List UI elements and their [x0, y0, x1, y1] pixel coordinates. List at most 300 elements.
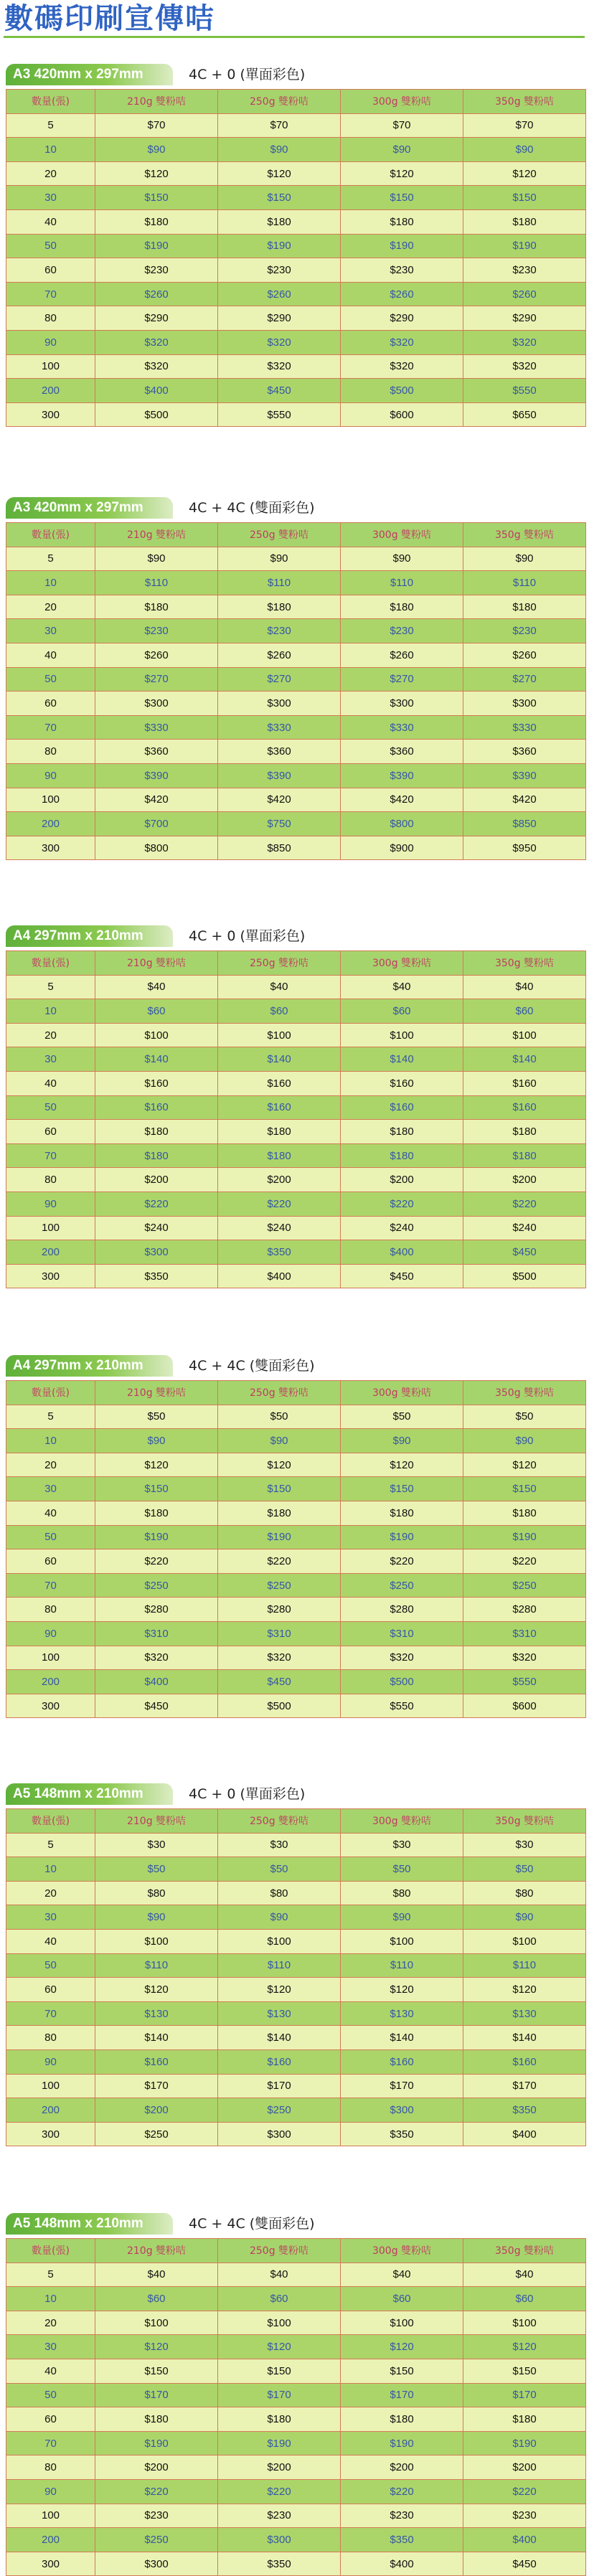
price-cell: $130 [463, 2001, 586, 2026]
price-cell: $160 [341, 1071, 463, 1095]
table-row [6, 2263, 586, 2287]
price-cell: $150 [341, 2359, 463, 2383]
quantity-cell: 60 [6, 2407, 95, 2432]
quantity-cell: 100 [6, 2504, 95, 2528]
price-cell: $100 [463, 1023, 586, 1047]
table-row [6, 1405, 586, 1429]
paper-column-header: 210g 雙粉咭 [95, 1809, 218, 1834]
paper-column-header: 300g 雙粉咭 [341, 1381, 463, 1405]
price-cell: $180 [218, 595, 341, 619]
price-cell: $180 [218, 1120, 341, 1144]
price-cell: $320 [463, 1646, 586, 1670]
price-section [6, 1780, 585, 2146]
price-cell: $70 [463, 113, 586, 138]
quantity-cell: 100 [6, 1646, 95, 1670]
price-cell: $90 [463, 1905, 586, 1930]
quantity-cell: 300 [6, 1694, 95, 1718]
quantity-cell: 100 [6, 1216, 95, 1240]
price-cell: $160 [341, 1095, 463, 1120]
price-cell: $90 [95, 1905, 218, 1930]
price-cell: $70 [95, 113, 218, 138]
price-cell: $420 [218, 788, 341, 812]
quantity-cell: 20 [6, 161, 95, 186]
quantity-cell: 300 [6, 836, 95, 860]
table-row [6, 161, 586, 186]
section-header [6, 1351, 585, 1380]
table-row [6, 2528, 586, 2552]
price-cell: $420 [463, 788, 586, 812]
quantity-cell: 200 [6, 379, 95, 403]
price-cell: $120 [463, 161, 586, 186]
price-cell: $170 [341, 2074, 463, 2098]
price-cell: $320 [95, 354, 218, 379]
price-cell: $190 [463, 1525, 586, 1549]
price-cell: $160 [463, 1095, 586, 1120]
size-tab: A3 420mm x 297mm [6, 497, 173, 519]
price-cell: $200 [95, 1168, 218, 1192]
price-cell: $100 [341, 1023, 463, 1047]
quantity-cell: 60 [6, 692, 95, 716]
price-cell: $40 [95, 2263, 218, 2287]
table-row [6, 2122, 586, 2146]
price-cell: $120 [341, 161, 463, 186]
table-row [6, 2479, 586, 2504]
table-row [6, 330, 586, 354]
price-cell: $300 [341, 692, 463, 716]
quantity-cell: 90 [6, 330, 95, 354]
price-cell: $120 [341, 2335, 463, 2359]
price-cell: $350 [463, 2098, 586, 2123]
quantity-cell: 40 [6, 1929, 95, 1953]
price-cell: $180 [463, 209, 586, 234]
price-cell: $260 [218, 643, 341, 667]
quantity-cell: 30 [6, 1477, 95, 1501]
table-row [6, 1598, 586, 1622]
price-cell: $100 [218, 1929, 341, 1953]
quantity-cell: 90 [6, 2479, 95, 2504]
table-row [6, 1929, 586, 1953]
quantity-cell: 20 [6, 1023, 95, 1047]
price-cell: $180 [341, 1501, 463, 1525]
quantity-cell: 30 [6, 619, 95, 643]
paper-column-header: 210g 雙粉咭 [95, 951, 218, 976]
price-cell: $270 [341, 667, 463, 692]
price-cell: $500 [341, 1670, 463, 1694]
price-cell: $320 [341, 330, 463, 354]
price-cell: $450 [95, 1694, 218, 1718]
price-cell: $230 [463, 258, 586, 283]
table-header-row [6, 90, 586, 114]
price-cell: $240 [95, 1216, 218, 1240]
price-cell: $120 [463, 1453, 586, 1477]
table-row [6, 2504, 586, 2528]
price-cell: $190 [218, 2431, 341, 2455]
price-cell: $240 [463, 1216, 586, 1240]
price-cell: $230 [95, 619, 218, 643]
price-cell: $180 [463, 1501, 586, 1525]
print-mode-label: 4C + 0 (單面彩色) [189, 67, 306, 82]
price-cell: $450 [463, 1240, 586, 1265]
price-section [6, 60, 585, 427]
price-table [6, 2238, 586, 2576]
price-cell: $50 [218, 1405, 341, 1429]
quantity-cell: 80 [6, 1168, 95, 1192]
price-cell: $190 [341, 234, 463, 258]
price-cell: $200 [95, 2098, 218, 2123]
price-cell: $180 [95, 209, 218, 234]
quantity-cell: 80 [6, 2455, 95, 2480]
price-cell: $550 [218, 402, 341, 427]
price-cell: $180 [95, 2407, 218, 2432]
price-cell: $30 [341, 1833, 463, 1857]
table-row [6, 2359, 586, 2383]
quantity-cell: 20 [6, 2311, 95, 2335]
price-cell: $150 [463, 186, 586, 210]
price-cell: $650 [463, 402, 586, 427]
price-cell: $240 [341, 1216, 463, 1240]
price-cell: $290 [95, 306, 218, 331]
price-cell: $450 [218, 379, 341, 403]
table-row [6, 234, 586, 258]
price-cell: $50 [341, 1857, 463, 1882]
price-cell: $100 [341, 1929, 463, 1953]
size-tab: A5 148mm x 210mm [6, 1783, 173, 1805]
table-row [6, 1453, 586, 1477]
price-cell: $110 [218, 571, 341, 595]
price-cell: $330 [463, 715, 586, 740]
price-cell: $230 [95, 2504, 218, 2528]
price-cell: $300 [218, 2122, 341, 2146]
price-cell: $220 [463, 1549, 586, 1574]
price-cell: $230 [341, 258, 463, 283]
price-cell: $260 [463, 282, 586, 306]
price-cell: $190 [341, 1525, 463, 1549]
price-cell: $130 [95, 2001, 218, 2026]
price-cell: $320 [463, 330, 586, 354]
quantity-cell: 90 [6, 1192, 95, 1216]
price-cell: $90 [463, 138, 586, 162]
table-row [6, 2098, 586, 2123]
price-cell: $280 [463, 1598, 586, 1622]
price-cell: $390 [341, 763, 463, 788]
price-cell: $40 [463, 2263, 586, 2287]
price-cell: $220 [95, 1192, 218, 1216]
paper-column-header: 350g 雙粉咭 [463, 90, 586, 114]
table-row [6, 138, 586, 162]
price-cell: $220 [463, 2479, 586, 2504]
price-cell: $50 [463, 1857, 586, 1882]
price-cell: $260 [218, 282, 341, 306]
table-row [6, 2287, 586, 2311]
price-cell: $30 [463, 1833, 586, 1857]
price-cell: $110 [341, 571, 463, 595]
paper-column-header: 350g 雙粉咭 [463, 2239, 586, 2263]
price-cell: $230 [341, 619, 463, 643]
price-cell: $270 [218, 667, 341, 692]
price-cell: $150 [463, 1477, 586, 1501]
price-cell: $100 [341, 2311, 463, 2335]
price-cell: $350 [341, 2122, 463, 2146]
price-cell: $600 [341, 402, 463, 427]
price-cell: $200 [341, 1168, 463, 1192]
table-header-row [6, 523, 586, 547]
price-cell: $250 [341, 1573, 463, 1598]
price-cell: $90 [341, 138, 463, 162]
quantity-cell: 70 [6, 2001, 95, 2026]
price-cell: $190 [218, 1525, 341, 1549]
price-cell: $230 [95, 258, 218, 283]
quantity-cell: 5 [6, 975, 95, 999]
price-cell: $50 [341, 1405, 463, 1429]
price-table [6, 1380, 586, 1718]
table-row [6, 2074, 586, 2098]
price-cell: $250 [218, 2098, 341, 2123]
quantity-cell: 80 [6, 306, 95, 331]
price-cell: $50 [463, 1405, 586, 1429]
price-cell: $320 [341, 1646, 463, 1670]
price-cell: $80 [463, 1881, 586, 1905]
paper-column-header: 250g 雙粉咭 [218, 1809, 341, 1834]
table-row [6, 1168, 586, 1192]
price-cell: $320 [95, 330, 218, 354]
table-row [6, 1670, 586, 1694]
print-mode-label: 4C + 4C (雙面彩色) [189, 500, 315, 516]
paper-column-header: 300g 雙粉咭 [341, 2239, 463, 2263]
price-cell: $90 [463, 547, 586, 571]
price-cell: $320 [218, 354, 341, 379]
table-row [6, 1525, 586, 1549]
price-cell: $60 [95, 999, 218, 1024]
price-cell: $220 [218, 2479, 341, 2504]
size-tab: A3 420mm x 297mm [6, 64, 173, 85]
table-row [6, 547, 586, 571]
price-cell: $180 [95, 595, 218, 619]
quantity-cell: 50 [6, 667, 95, 692]
quantity-cell: 90 [6, 2049, 95, 2074]
price-cell: $600 [463, 1694, 586, 1718]
table-row [6, 1240, 586, 1265]
price-cell: $270 [463, 667, 586, 692]
quantity-column-header: 數量(張) [6, 951, 95, 976]
price-cell: $180 [463, 2407, 586, 2432]
quantity-cell: 50 [6, 1953, 95, 1978]
quantity-cell: 80 [6, 1598, 95, 1622]
price-cell: $180 [341, 1143, 463, 1168]
price-cell: $180 [341, 595, 463, 619]
price-cell: $40 [218, 975, 341, 999]
price-cell: $70 [341, 113, 463, 138]
quantity-cell: 60 [6, 1978, 95, 2002]
print-mode-label: 4C + 0 (單面彩色) [189, 1786, 306, 1802]
price-cell: $180 [463, 1143, 586, 1168]
quantity-cell: 10 [6, 999, 95, 1024]
price-cell: $120 [218, 1453, 341, 1477]
price-cell: $120 [218, 2335, 341, 2359]
table-row [6, 2431, 586, 2455]
table-row [6, 812, 586, 836]
paper-column-header: 350g 雙粉咭 [463, 523, 586, 547]
quantity-cell: 60 [6, 1120, 95, 1144]
price-cell: $420 [95, 788, 218, 812]
quantity-cell: 50 [6, 2383, 95, 2407]
price-cell: $260 [341, 282, 463, 306]
price-cell: $150 [218, 1477, 341, 1501]
price-cell: $220 [341, 1549, 463, 1574]
table-row [6, 595, 586, 619]
price-cell: $260 [95, 643, 218, 667]
price-cell: $310 [95, 1621, 218, 1646]
price-cell: $90 [95, 1429, 218, 1453]
price-table [6, 1808, 586, 2146]
price-cell: $100 [95, 1929, 218, 1953]
price-cell: $800 [95, 836, 218, 860]
price-cell: $80 [218, 1881, 341, 1905]
price-section [6, 922, 585, 1288]
price-cell: $100 [218, 1023, 341, 1047]
price-cell: $120 [218, 1978, 341, 2002]
price-cell: $150 [341, 1477, 463, 1501]
price-cell: $120 [95, 1978, 218, 2002]
table-row [6, 1501, 586, 1525]
table-row [6, 1978, 586, 2002]
price-cell: $150 [341, 186, 463, 210]
price-cell: $400 [95, 379, 218, 403]
quantity-cell: 40 [6, 1501, 95, 1525]
table-row [6, 1023, 586, 1047]
table-header-row [6, 2239, 586, 2263]
price-cell: $230 [341, 2504, 463, 2528]
table-row [6, 1071, 586, 1095]
table-row [6, 1621, 586, 1646]
table-row [6, 643, 586, 667]
quantity-cell: 70 [6, 715, 95, 740]
price-cell: $110 [463, 571, 586, 595]
table-row [6, 1095, 586, 1120]
price-cell: $120 [95, 161, 218, 186]
price-cell: $350 [341, 2528, 463, 2552]
quantity-cell: 5 [6, 1833, 95, 1857]
price-cell: $390 [218, 763, 341, 788]
quantity-cell: 30 [6, 1047, 95, 1072]
table-row [6, 1905, 586, 1930]
price-cell: $320 [218, 330, 341, 354]
quantity-cell: 30 [6, 1905, 95, 1930]
price-cell: $220 [341, 2479, 463, 2504]
price-cell: $170 [463, 2074, 586, 2098]
quantity-cell: 5 [6, 113, 95, 138]
price-cell: $90 [341, 1905, 463, 1930]
price-cell: $40 [463, 975, 586, 999]
section-header [6, 1780, 585, 1808]
price-cell: $850 [218, 836, 341, 860]
price-cell: $90 [95, 547, 218, 571]
price-cell: $180 [218, 1143, 341, 1168]
price-cell: $400 [341, 2552, 463, 2576]
price-cell: $400 [218, 1264, 341, 1288]
quantity-column-header: 數量(張) [6, 1809, 95, 1834]
quantity-cell: 60 [6, 258, 95, 283]
price-cell: $500 [341, 379, 463, 403]
price-cell: $950 [463, 836, 586, 860]
table-row [6, 740, 586, 764]
price-cell: $400 [463, 2528, 586, 2552]
price-cell: $110 [218, 1953, 341, 1978]
price-cell: $230 [218, 258, 341, 283]
paper-column-header: 300g 雙粉咭 [341, 90, 463, 114]
table-row [6, 2001, 586, 2026]
price-cell: $230 [218, 2504, 341, 2528]
price-cell: $50 [95, 1405, 218, 1429]
price-cell: $330 [95, 715, 218, 740]
table-row [6, 788, 586, 812]
price-cell: $220 [218, 1192, 341, 1216]
price-cell: $180 [463, 1120, 586, 1144]
quantity-cell: 60 [6, 1549, 95, 1574]
table-row [6, 836, 586, 860]
paper-column-header: 210g 雙粉咭 [95, 90, 218, 114]
price-cell: $190 [95, 1525, 218, 1549]
price-cell: $50 [218, 1857, 341, 1882]
quantity-cell: 5 [6, 2263, 95, 2287]
paper-column-header: 250g 雙粉咭 [218, 951, 341, 976]
price-cell: $350 [218, 2552, 341, 2576]
quantity-cell: 200 [6, 2528, 95, 2552]
table-row [6, 209, 586, 234]
price-section [6, 1351, 585, 1718]
paper-column-header: 300g 雙粉咭 [341, 951, 463, 976]
price-cell: $280 [95, 1598, 218, 1622]
price-cell: $120 [95, 2335, 218, 2359]
price-cell: $30 [95, 1833, 218, 1857]
price-cell: $140 [341, 2026, 463, 2050]
quantity-cell: 40 [6, 2359, 95, 2383]
price-cell: $390 [95, 763, 218, 788]
price-cell: $90 [218, 1905, 341, 1930]
quantity-cell: 30 [6, 2335, 95, 2359]
quantity-cell: 100 [6, 788, 95, 812]
price-cell: $220 [95, 1549, 218, 1574]
table-row [6, 1881, 586, 1905]
quantity-cell: 10 [6, 571, 95, 595]
paper-column-header: 250g 雙粉咭 [218, 90, 341, 114]
price-cell: $30 [218, 1833, 341, 1857]
price-cell: $60 [463, 999, 586, 1024]
price-cell: $150 [95, 2359, 218, 2383]
price-cell: $400 [341, 1240, 463, 1265]
price-cell: $120 [95, 1453, 218, 1477]
price-cell: $130 [341, 2001, 463, 2026]
price-cell: $360 [218, 740, 341, 764]
price-section [6, 494, 585, 860]
price-cell: $360 [95, 740, 218, 764]
price-cell: $200 [218, 2455, 341, 2480]
price-cell: $320 [218, 1646, 341, 1670]
table-row [6, 1264, 586, 1288]
price-cell: $190 [341, 2431, 463, 2455]
table-header-row [6, 1381, 586, 1405]
price-cell: $180 [341, 209, 463, 234]
quantity-cell: 70 [6, 2431, 95, 2455]
page-title: 數碼印刷宣傳咭 [4, 2, 215, 35]
quantity-cell: 80 [6, 740, 95, 764]
price-section [6, 2209, 585, 2576]
price-cell: $250 [95, 2122, 218, 2146]
table-header-row [6, 1809, 586, 1834]
paper-column-header: 250g 雙粉咭 [218, 523, 341, 547]
quantity-cell: 5 [6, 1405, 95, 1429]
price-cell: $50 [95, 1857, 218, 1882]
table-row [6, 1646, 586, 1670]
